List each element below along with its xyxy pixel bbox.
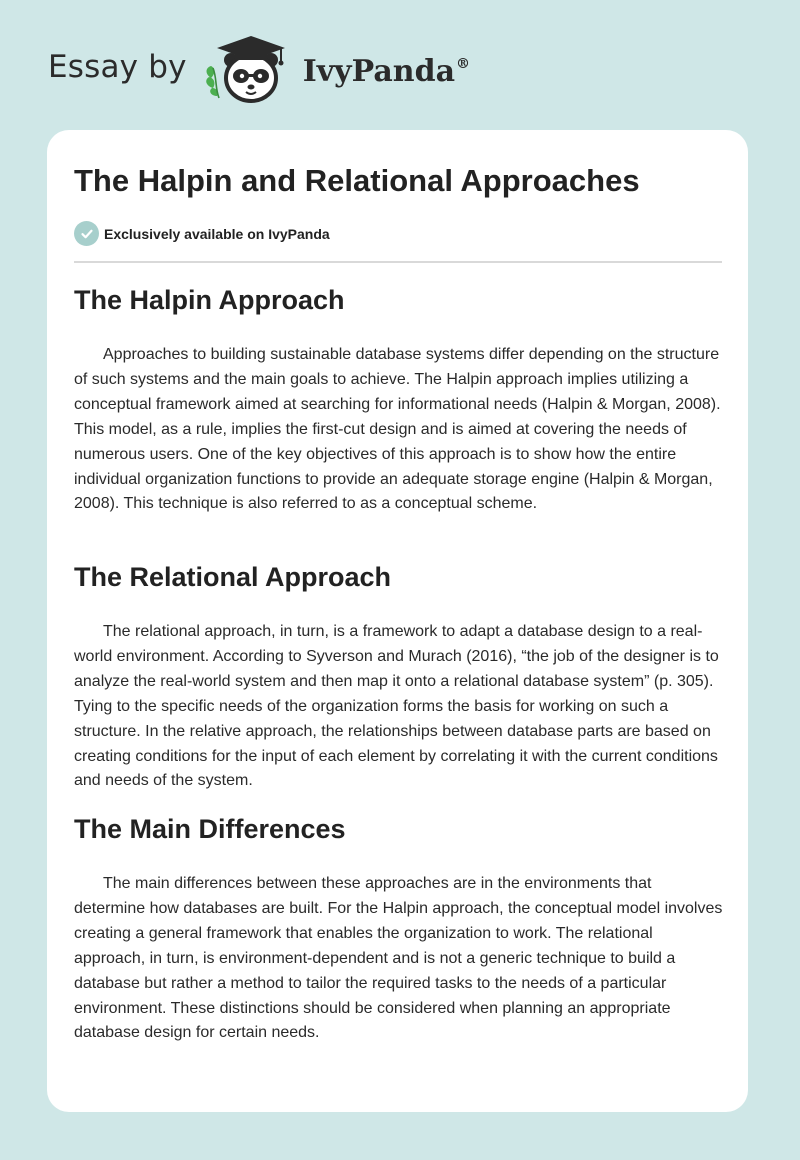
exclusive-badge xyxy=(74,221,330,246)
ivypanda-wordmark xyxy=(303,54,470,89)
exclusive-label: Exclusively available on IvyPanda xyxy=(104,225,330,242)
check-icon xyxy=(74,221,99,246)
section-paragraph-differences: The main differences between these approaches are in the environments that determine how databases are built. For the Halpin approach, the conceptual model involves creating a general framework that enables the organization to work. The relational approach, in turn, is environment-dependent and is not a generic technique to build a database but rather a method to tailor the required tasks to the needs of a particular environment. These distinctions should be considered when planning an appropriate database design for certain needs. xyxy=(74,875,723,1042)
essay-by-label: Essay by xyxy=(48,49,187,85)
section-heading-relational: The Relational Approach xyxy=(74,562,392,592)
essay-card xyxy=(47,130,748,1112)
section-paragraph-halpin: Approaches to building sustainable database systems differ depending on the structure of such systems and the main goals to achieve. The Halpin approach implies utilizing a conceptual framework aimed at searching for informational needs (Halpin & Morgan, 2008). This model, as a rule, implies the first-cut design and is aimed at covering the needs of numerous users. One of the key objectives of this approach is to show how the entire individual organization functions to provide an adequate storage engine (Halpin & Morgan, 2008). This technique is also referred to as a conceptual scheme. xyxy=(74,346,721,513)
ivypanda-logo-link[interactable] xyxy=(201,30,470,111)
panda-logo-icon xyxy=(201,30,297,111)
registered-mark: ® xyxy=(456,55,471,72)
page-title: The Halpin and Relational Approaches xyxy=(74,163,640,198)
brand-name-text: IvyPanda xyxy=(302,53,456,89)
title-divider xyxy=(74,261,722,263)
site-header xyxy=(48,30,748,110)
section-paragraph-relational: The relational approach, in turn, is a framework to adapt a database design to a real-world environment. According to Syverson and Murach (2016), “the job of the designer is to analyze the real-world system and then map it onto a relational database system” (p. 305). Tying to the specific needs of the organization forms the basis for working on such a structure. In the relative approach, the relationships between database parts are based on creating conditions for the input of each element by correlating it with the current conditions and needs of the system. xyxy=(74,623,719,790)
section-heading-differences: The Main Differences xyxy=(74,814,346,844)
section-heading-halpin: The Halpin Approach xyxy=(74,285,345,315)
